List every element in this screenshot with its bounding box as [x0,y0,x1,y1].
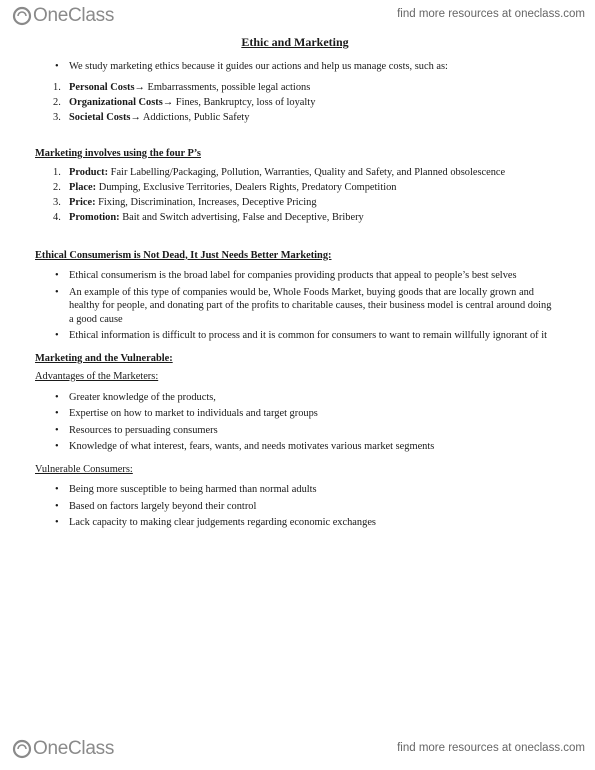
list-item: • Expertise on how to market to individuals and target groups [35,407,555,421]
logo-text: OneClass [33,738,115,759]
intro-list [35,60,555,74]
list-item: • We study marketing ethics because it guides our actions and help us manage costs, such as: [35,60,555,74]
list-item: • Resources to persuading consumers [35,424,555,438]
top-banner [0,0,595,30]
numbered-item [35,196,555,210]
list-item: • Ethical consumerism is the broad label for companies providing products that appeal to people’s best selves [35,269,555,283]
page-title: Ethic and Marketing [241,35,349,49]
oneclass-logo[interactable] [12,738,114,760]
item-text: Fixing, Discrimination, Increases, Deceptive Pricing [95,197,317,208]
item-text: Bait and Switch advertising, False and Deceptive, Bribery [119,212,364,223]
oneclass-logo[interactable] [12,5,114,27]
item-number: 3. [53,197,61,208]
numbered-item [35,181,555,195]
item-label: Place: [69,182,97,193]
oneclass-o-icon [12,739,32,759]
item-label: Product: [69,167,109,178]
arrow-icon: → [130,112,141,123]
vulnerable-heading: Marketing and the Vulnerable: [35,352,173,364]
advantages-heading: Advantages of the Marketers: [35,371,159,382]
item-label: Personal Costs [69,82,135,93]
list-item: • Being more susceptible to being harmed than normal adults [35,483,555,497]
logo-text: OneClass [33,5,115,26]
resources-link[interactable]: find more resources at oneclass.com [397,8,585,20]
item-number: 1. [53,82,61,93]
numbered-item [35,96,555,110]
item-number: 1. [53,167,61,178]
list-item: • Greater knowledge of the products, [35,391,555,405]
item-text: Fines, Bankruptcy, loss of loyalty [173,97,316,108]
item-text: Dumping, Exclusive Territories, Dealers Rights, Predatory Competition [96,182,397,193]
numbered-item [35,81,555,95]
item-label: Promotion: [69,212,120,223]
item-number: 4. [53,212,61,223]
four-ps-list [35,166,555,225]
resources-link[interactable]: find more resources at oneclass.com [397,742,585,754]
numbered-item [35,211,555,225]
arrow-icon: → [134,82,145,93]
item-number: 3. [53,112,61,123]
bottom-banner [0,738,595,770]
numbered-item [35,111,555,125]
item-text: Addictions, Public Safety [140,112,250,123]
vulnerable-consumers-list [35,483,555,530]
vulnerable-consumers-heading: Vulnerable Consumers: [35,463,133,475]
item-label: Price: [69,197,96,208]
costs-list [35,81,555,125]
item-label: Organizational Costs [69,97,163,108]
consumerism-heading: Ethical Consumerism is Not Dead, It Just Needs Better Marketing: [35,249,332,261]
four-ps-heading: Marketing involves using the four P’s [35,147,201,159]
list-item: • An example of this type of companies would be, Whole Foods Market, buying goods that are locally grown and healthy for people, and donating part of the profits to charitable causes, their business model is central around doing a good cause [35,286,555,327]
item-label: Societal Costs [69,112,131,123]
item-number: 2. [53,97,61,108]
consumerism-list [35,269,555,343]
list-item: • Ethical information is difficult to process and it is common for consumers to want to remain willfully ignorant of it [35,329,555,343]
numbered-item [35,166,555,180]
list-item: • Knowledge of what interest, fears, wants, and needs motivates various market segments [35,440,555,454]
item-text: Fair Labelling/Packaging, Pollution, Warranties, Quality and Safety, and Planned obsolescence [108,167,506,178]
oneclass-o-icon [12,6,32,26]
advantages-list [35,391,555,454]
item-number: 2. [53,182,61,193]
list-item: • Lack capacity to making clear judgements regarding economic exchanges [35,516,555,530]
document-body [35,36,555,533]
item-text: Embarrassments, possible legal actions [144,82,311,93]
list-item: • Based on factors largely beyond their control [35,500,555,514]
arrow-icon: → [162,97,174,108]
